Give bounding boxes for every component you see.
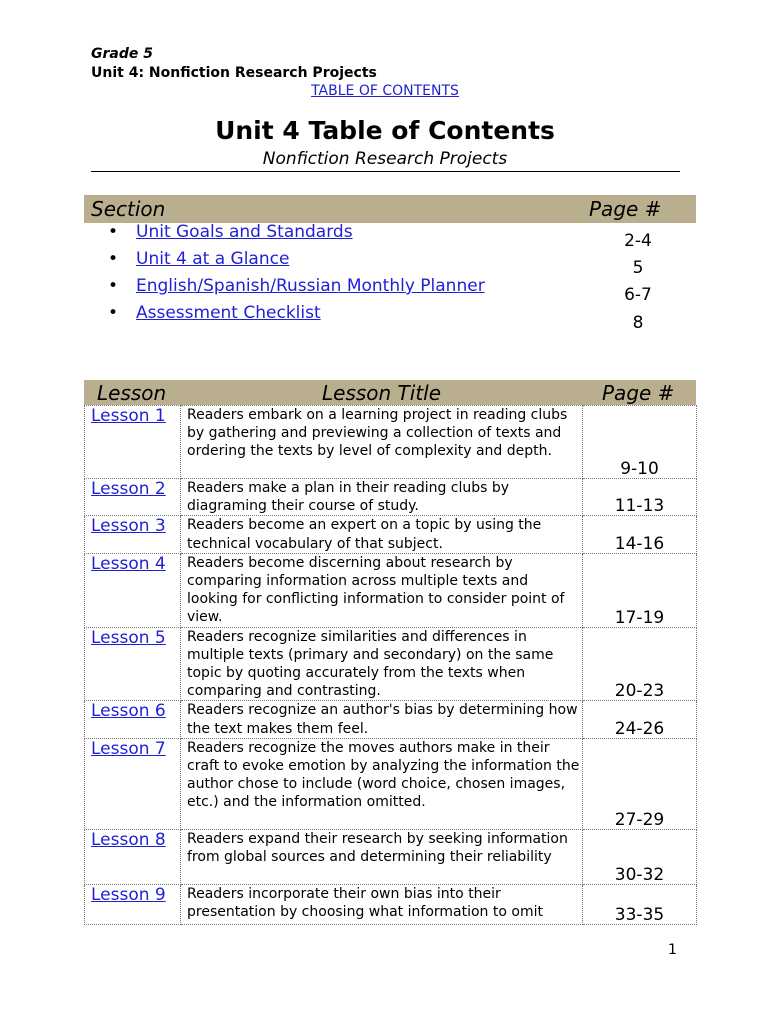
table-of-contents-link[interactable]: TABLE OF CONTENTS: [311, 83, 459, 99]
lesson-column-header: Lesson: [97, 381, 167, 405]
page-number: 1: [668, 942, 677, 958]
lesson-page-column-header: Page #: [602, 381, 675, 405]
lesson-cell: [85, 406, 181, 479]
page-title: Unit 4 Table of Contents: [215, 116, 555, 145]
lesson-page-cell: 24-26: [583, 701, 697, 738]
lesson-cell: [85, 516, 181, 553]
lesson-title-cell: Readers recognize similarities and differences in multiple texts (primary and secondary) on the same topic by quoting accurately from the texts when comparing and contrasting.: [181, 627, 583, 701]
table-row: [85, 701, 697, 738]
lesson-header-band: [84, 380, 696, 405]
lesson-title-cell: Readers embark on a learning project in reading clubs by gathering and previewing a collection of texts and ordering the texts by level of complexity and depth.: [181, 406, 583, 479]
section-link-assessment-checklist[interactable]: Assessment Checklist: [136, 303, 321, 323]
lesson-page-cell: 30-32: [583, 829, 697, 884]
table-row: [85, 627, 697, 701]
lesson-title-cell: Readers expand their research by seeking information from global sources and determining their reliability: [181, 829, 583, 884]
lesson-page-cell: 14-16: [583, 516, 697, 553]
lesson-cell: [85, 738, 181, 829]
lesson-cell: [85, 627, 181, 701]
bullet-icon: •: [108, 303, 119, 323]
lesson-cell: [85, 884, 181, 924]
lesson-page-cell: 9-10: [583, 406, 697, 479]
title-divider: [91, 171, 680, 172]
lesson-page-cell: 11-13: [583, 479, 697, 516]
lesson-link[interactable]: Lesson 6: [91, 701, 166, 722]
lesson-page-cell: 33-35: [583, 884, 697, 924]
lesson-link[interactable]: Lesson 9: [91, 884, 166, 905]
lesson-cell: [85, 553, 181, 627]
bullet-icon: •: [108, 222, 119, 242]
section-page: 2-4: [624, 231, 652, 251]
lesson-link[interactable]: Lesson 8: [91, 829, 166, 850]
table-row: [85, 738, 697, 829]
bullet-icon: •: [108, 249, 119, 269]
bullet-icon: •: [108, 276, 119, 296]
lesson-link[interactable]: Lesson 1: [91, 406, 166, 426]
table-row: [85, 479, 697, 516]
unit-label: Unit 4: Nonfiction Research Projects: [91, 65, 377, 81]
section-page-column-header: Page #: [589, 197, 662, 221]
lesson-title-cell: Readers recognize the moves authors make in their craft to evoke emotion by analyzing the information the author chose to include (word choice, chosen images, etc.) and the information omitted.: [181, 738, 583, 829]
section-page: 6-7: [624, 285, 652, 305]
lesson-link[interactable]: Lesson 2: [91, 479, 166, 499]
section-page: 5: [632, 258, 644, 278]
lesson-title-cell: Readers make a plan in their reading clubs by diagraming their course of study.: [181, 479, 583, 516]
table-row: [85, 516, 697, 553]
page-subtitle: Nonfiction Research Projects: [262, 149, 508, 169]
table-row: [85, 829, 697, 884]
lesson-cell: [85, 829, 181, 884]
section-page: 8: [632, 313, 644, 333]
section-link-unit-at-a-glance[interactable]: Unit 4 at a Glance: [136, 249, 290, 269]
lesson-table: [84, 405, 697, 925]
lesson-title-cell: Readers incorporate their own bias into their presentation by choosing what information to omit: [181, 884, 583, 924]
table-row: [85, 406, 697, 479]
lesson-title-column-header: Lesson Title: [322, 381, 442, 405]
lesson-title-cell: Readers recognize an author's bias by determining how the text makes them feel.: [181, 701, 583, 738]
lesson-link[interactable]: Lesson 7: [91, 738, 166, 759]
lesson-page-cell: 17-19: [583, 553, 697, 627]
lesson-link[interactable]: Lesson 4: [91, 553, 166, 574]
lesson-title-cell: Readers become discerning about research by comparing information across multiple texts and looking for conflicting information to consider point of view.: [181, 553, 583, 627]
table-row: [85, 553, 697, 627]
lesson-link[interactable]: Lesson 5: [91, 627, 166, 648]
section-column-header: Section: [91, 197, 166, 221]
table-row: [85, 884, 697, 924]
lesson-cell: [85, 701, 181, 738]
lesson-cell: [85, 479, 181, 516]
lesson-page-cell: 27-29: [583, 738, 697, 829]
lesson-link[interactable]: Lesson 3: [91, 516, 166, 537]
section-header-band: [84, 195, 696, 223]
lesson-title-cell: Readers become an expert on a topic by using the technical vocabulary of that subject.: [181, 516, 583, 553]
lesson-page-cell: 20-23: [583, 627, 697, 701]
section-link-unit-goals[interactable]: Unit Goals and Standards: [136, 222, 353, 242]
grade-label: Grade 5: [91, 46, 153, 62]
section-link-monthly-planner[interactable]: English/Spanish/Russian Monthly Planner: [136, 276, 485, 296]
